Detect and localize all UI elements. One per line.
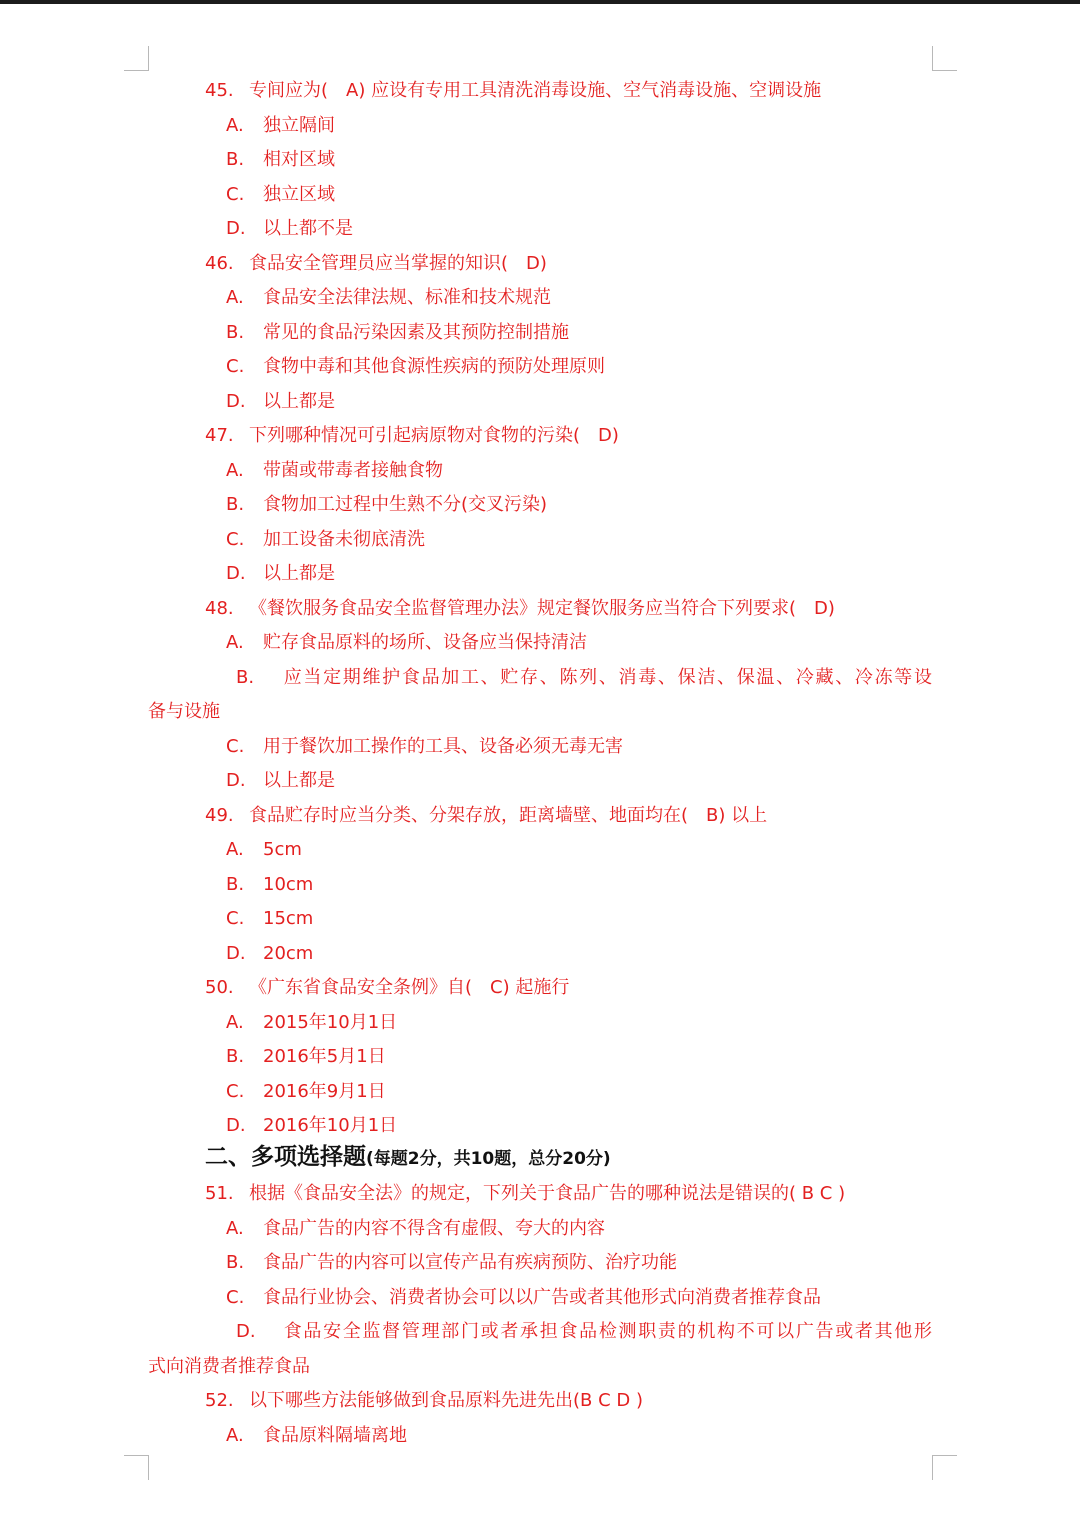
option-line <box>236 1319 932 1345</box>
option-text: 食品安全法律法规、标准和技术规范 <box>263 287 551 308</box>
section-heading <box>205 1141 611 1175</box>
option-line <box>226 285 551 311</box>
option-line <box>226 147 335 173</box>
question-text: 以下哪些方法能够做到食品原料先进先出(B C D ) <box>249 1390 643 1411</box>
option-letter: A. <box>226 839 244 860</box>
option-letter: B. <box>226 321 245 343</box>
option-text: 带菌或带毒者接触食物 <box>263 459 443 481</box>
question-number: 46. <box>205 252 234 274</box>
option-text: 独立区域 <box>263 183 335 205</box>
option-text: 食物加工过程中生熟不分(交叉污染) <box>263 494 548 515</box>
option-letter: A. <box>226 114 244 136</box>
option-letter: C. <box>226 1080 245 1102</box>
option-continuation: 备与设施 <box>148 701 220 722</box>
question-text: 食品安全管理员应当掌握的知识( D) <box>249 252 547 274</box>
option-text: 常见的食品污染因素及其预防控制措施 <box>263 321 569 343</box>
option-line <box>226 492 547 518</box>
question-line <box>205 596 835 622</box>
option-letter: C. <box>226 528 245 550</box>
option-line <box>226 872 313 898</box>
option-letter: A. <box>226 1011 244 1033</box>
question-number: 45. <box>205 80 234 101</box>
option-text: 2015年10月1日 <box>263 1011 398 1033</box>
option-line <box>226 1079 386 1105</box>
option-text: 食物中毒和其他食源性疾病的预防处理原则 <box>263 356 605 377</box>
option-letter: D. <box>226 218 246 239</box>
question-text: 《餐饮服务食品安全监督管理办法》规定餐饮服务应当符合下列要求( D) <box>249 597 835 619</box>
option-letter: A. <box>226 1217 244 1239</box>
option-line <box>226 320 569 346</box>
option-text: 2016年10月1日 <box>263 1115 398 1136</box>
question-line <box>205 975 569 1001</box>
option-line <box>226 837 302 863</box>
option-text: 2016年9月1日 <box>263 1080 386 1102</box>
option-letter: D. <box>236 1321 256 1342</box>
question-text: 专间应为( A) 应设有专用工具清洗消毒设施、空气消毒设施、空调设施 <box>249 80 822 101</box>
option-letter: A. <box>226 1424 244 1446</box>
option-text: 独立隔间 <box>263 114 335 136</box>
section-subtitle: (每题2分，共10题，总分20分) <box>366 1149 611 1169</box>
option-text: 5cm <box>263 839 302 860</box>
option-text: 食品安全监督管理部门或者承担食品检测职责的机构不可以广告或者其他形 <box>282 1321 932 1342</box>
option-letter: B. <box>226 494 245 515</box>
option-line <box>226 768 335 794</box>
question-number: 49. <box>205 804 234 826</box>
question-number: 48. <box>205 597 234 619</box>
option-text: 食品原料隔墙离地 <box>263 1424 407 1446</box>
option-line <box>226 1423 407 1449</box>
option-line <box>226 630 587 656</box>
option-text: 以上都是 <box>263 770 335 791</box>
option-line <box>226 561 335 587</box>
option-text: 应当定期维护食品加工、贮存、陈列、消毒、保洁、保温、冷藏、冷冻等设 <box>282 666 932 688</box>
option-letter: B. <box>236 666 255 688</box>
option-line <box>226 389 335 415</box>
option-letter: A. <box>226 287 244 308</box>
question-text: 食品贮存时应当分类、分架存放，距离墙壁、地面均在( B) 以上 <box>249 804 768 826</box>
option-letter: C. <box>226 1286 245 1308</box>
option-line <box>226 354 605 380</box>
question-text: 下列哪种情况可引起病原物对食物的污染( D) <box>249 425 619 446</box>
question-number: 51. <box>205 1183 234 1204</box>
question-number: 50. <box>205 977 234 998</box>
option-text: 贮存食品原料的场所、设备应当保持清洁 <box>263 632 587 653</box>
question-line <box>205 251 547 277</box>
option-letter: C. <box>226 183 245 205</box>
option-text: 10cm <box>263 873 314 895</box>
question-line <box>205 423 619 449</box>
option-text: 用于餐饮加工操作的工具、设备必须无毒无害 <box>263 735 623 757</box>
option-letter: B. <box>226 873 245 895</box>
option-letter: C. <box>226 735 245 757</box>
question-text: 根据《食品安全法》的规定，下列关于食品广告的哪种说法是错误的( B C ) <box>249 1183 846 1204</box>
question-line <box>205 803 767 829</box>
option-line <box>226 1250 677 1276</box>
option-text: 15cm <box>263 908 314 929</box>
option-text: 以上都是 <box>263 563 335 584</box>
option-letter: B. <box>226 1252 245 1273</box>
question-number: 52. <box>205 1390 234 1411</box>
option-letter: B. <box>226 149 245 170</box>
option-line <box>226 458 443 484</box>
option-line <box>226 1285 821 1311</box>
option-text: 以上都是 <box>263 390 335 412</box>
option-line <box>226 906 313 932</box>
option-text: 食品行业协会、消费者协会可以以广告或者其他形式向消费者推荐食品 <box>263 1286 821 1308</box>
section-title: 二、多项选择题 <box>205 1144 366 1170</box>
option-line <box>226 1044 386 1070</box>
option-letter: A. <box>226 459 244 481</box>
question-line <box>205 1388 643 1414</box>
option-line <box>226 941 313 967</box>
option-text: 食品广告的内容不得含有虚假、夸大的内容 <box>263 1217 605 1239</box>
question-line <box>205 78 821 104</box>
option-line <box>226 1010 397 1036</box>
option-letter: A. <box>226 632 244 653</box>
option-text: 以上都不是 <box>263 218 353 239</box>
option-letter: B. <box>226 1046 245 1067</box>
option-text: 加工设备未彻底清洗 <box>263 528 425 550</box>
option-letter: D. <box>226 563 246 584</box>
question-line <box>205 1181 845 1207</box>
option-letter: D. <box>226 390 246 412</box>
option-line <box>226 1113 397 1139</box>
option-letter: D. <box>226 770 246 791</box>
option-text: 20cm <box>263 942 314 964</box>
option-line <box>226 113 335 139</box>
option-line <box>226 216 353 242</box>
option-letter: C. <box>226 908 245 929</box>
question-text: 《广东省食品安全条例》自( C) 起施行 <box>249 977 570 998</box>
option-text: 相对区域 <box>263 149 335 170</box>
option-text: 2016年5月1日 <box>263 1046 386 1067</box>
option-line <box>226 734 623 760</box>
option-letter: D. <box>226 1115 246 1136</box>
question-number: 47. <box>205 425 234 446</box>
option-continuation: 式向消费者推荐食品 <box>148 1355 310 1377</box>
option-line <box>236 665 932 691</box>
option-line <box>226 182 335 208</box>
option-line <box>226 527 425 553</box>
option-letter: D. <box>226 942 246 964</box>
option-line <box>226 1216 605 1242</box>
option-text: 食品广告的内容可以宣传产品有疾病预防、治疗功能 <box>263 1252 677 1273</box>
option-letter: C. <box>226 356 245 377</box>
